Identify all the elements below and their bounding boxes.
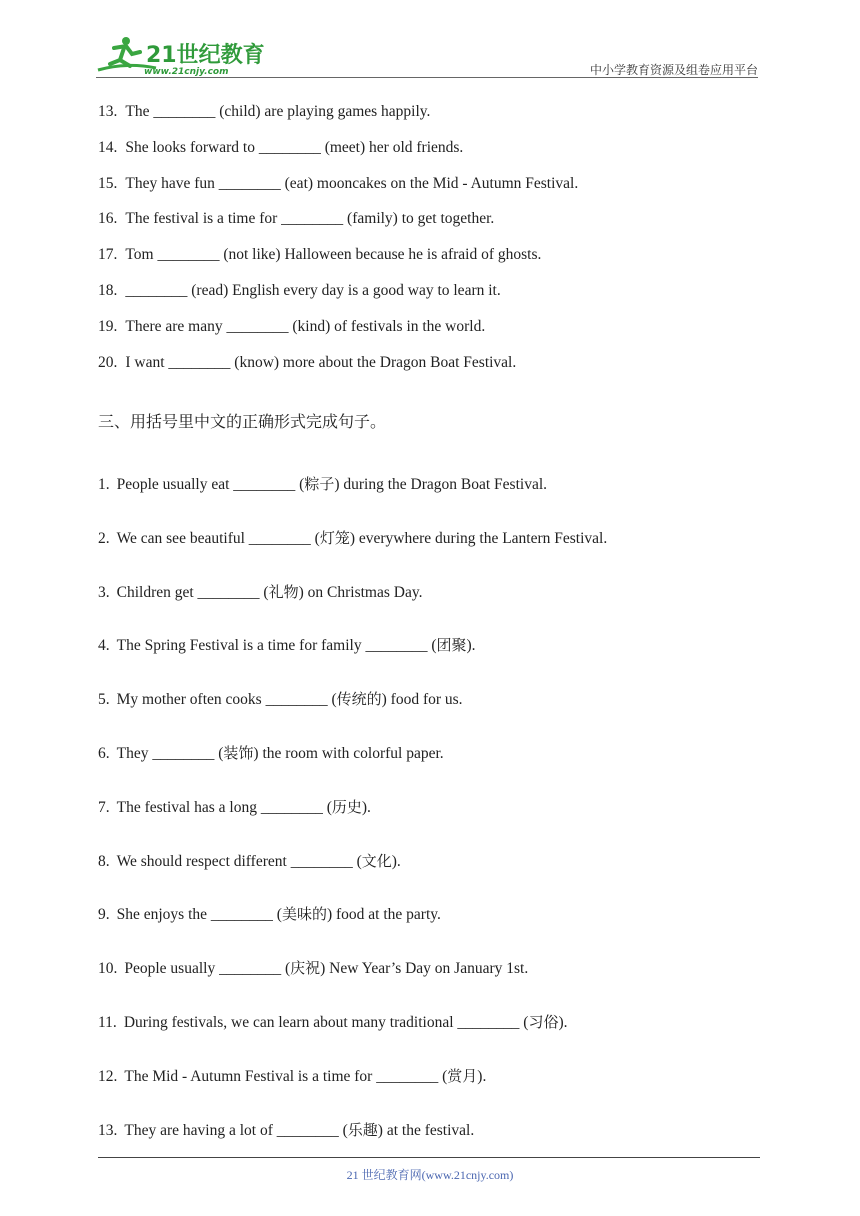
- question-number: 16.: [98, 210, 118, 228]
- question-item: [98, 316, 485, 338]
- question-text-tail: ) food for us.: [381, 691, 463, 709]
- question-text: They ________ (: [116, 745, 224, 762]
- question-item: [98, 634, 476, 657]
- question-text-tail: ) during the Dragon Boat Festival.: [334, 476, 547, 493]
- question-text-tail: ) on Christmas Day.: [298, 583, 423, 601]
- question-number: 7.: [98, 798, 110, 816]
- svg-text:21世纪教育: 21世纪教育: [146, 43, 265, 68]
- question-number: 13.: [98, 103, 118, 120]
- question-item: [98, 1119, 474, 1142]
- svg-text:www.21cnjy.com: www.21cnjy.com: [144, 67, 229, 77]
- question-number: 17.: [98, 246, 118, 264]
- chinese-hint: 粽子: [304, 475, 335, 493]
- question-item: [98, 473, 547, 496]
- question-text-tail: ) everywhere during the Lantern Festival.: [349, 529, 608, 547]
- chinese-hint: 传统的: [336, 690, 382, 709]
- question-item: [98, 1065, 486, 1088]
- question-text: ________ (read) English every day is a good way to learn it.: [125, 282, 501, 299]
- question-number: 10.: [98, 960, 118, 978]
- question-number: 11.: [98, 1014, 117, 1031]
- question-item: [98, 208, 494, 230]
- question-number: 20.: [98, 353, 118, 371]
- question-text: People usually eat ________ (: [116, 476, 305, 493]
- chinese-hint: 美味的: [281, 905, 327, 924]
- chinese-hint: 赏月: [447, 1066, 478, 1085]
- chinese-hint: 文化: [361, 851, 392, 870]
- question-text: There are many ________ (kind) of festivals in the world.: [125, 317, 486, 335]
- question-text: They are having a lot of ________ (: [124, 1121, 348, 1139]
- question-text-tail: ).: [466, 637, 476, 655]
- question-text-tail: ).: [391, 852, 401, 870]
- question-item: [98, 1011, 568, 1034]
- question-item: [98, 173, 578, 195]
- platform-label: 中小学教育资源及组卷应用平台: [589, 63, 758, 77]
- question-text: During festivals, we can learn about many traditional ________ (: [123, 1014, 529, 1031]
- chinese-hint: 团聚: [436, 636, 467, 655]
- question-number: 15.: [98, 174, 118, 192]
- question-text-tail: ) the room with colorful paper.: [253, 745, 444, 762]
- question-text: People usually ________ (: [124, 960, 291, 978]
- chinese-hint: 灯笼: [319, 528, 350, 547]
- question-number: 13.: [98, 1121, 118, 1139]
- header-divider: [96, 77, 758, 78]
- chinese-hint: 乐趣: [347, 1120, 378, 1139]
- question-number: 18.: [98, 282, 118, 299]
- question-number: 8.: [98, 852, 110, 870]
- section-title: 三、用括号里中文的正确形式完成句子。: [98, 412, 387, 431]
- page-header: [96, 34, 758, 80]
- footer-divider: [98, 1157, 760, 1158]
- question-number: 19.: [98, 317, 118, 335]
- question-item: [98, 903, 441, 926]
- question-number: 9.: [98, 906, 110, 924]
- question-item: [98, 742, 444, 765]
- question-text-tail: ) at the festival.: [377, 1121, 475, 1139]
- question-text: The festival is a time for ________ (family) to get together.: [125, 210, 495, 228]
- question-text-tail: ).: [361, 798, 371, 816]
- question-number: 4.: [98, 637, 110, 655]
- chinese-hint: 历史: [331, 797, 362, 816]
- question-text: We should respect different ________ (: [116, 852, 362, 870]
- logo-21cnjy: [96, 34, 266, 78]
- chinese-hint: 庆祝: [290, 959, 321, 978]
- question-text-tail: ) food at the party.: [326, 906, 441, 924]
- question-text: She looks forward to ________ (meet) her old friends.: [125, 138, 464, 156]
- question-text: The Spring Festival is a time for family ________ (: [116, 637, 437, 655]
- question-item: [98, 352, 516, 374]
- question-item: [98, 244, 541, 266]
- question-item: [98, 527, 607, 550]
- question-text: They have fun ________ (eat) mooncakes on the Mid - Autumn Festival.: [125, 174, 579, 192]
- question-item: [98, 796, 371, 819]
- question-item: [98, 581, 422, 604]
- chinese-hint: 装饰: [223, 744, 254, 762]
- question-item: [98, 280, 501, 302]
- question-text: I want ________ (know) more about the Dragon Boat Festival.: [125, 353, 517, 371]
- question-text: Children get ________ (: [116, 583, 269, 601]
- question-item: [98, 850, 401, 873]
- question-text: My mother often cooks ________ (: [116, 691, 337, 709]
- question-text: She enjoys the ________ (: [116, 906, 282, 924]
- question-text-tail: ) New Year’s Day on January 1st.: [320, 960, 529, 978]
- question-number: 2.: [98, 529, 110, 547]
- chinese-hint: 礼物: [268, 582, 299, 601]
- question-number: 3.: [98, 583, 110, 601]
- question-number: 12.: [98, 1067, 118, 1085]
- question-item: [98, 101, 430, 123]
- question-text: Tom ________ (not like) Halloween because he is afraid of ghosts.: [125, 246, 542, 264]
- question-number: 5.: [98, 691, 110, 709]
- chinese-hint: 习俗: [528, 1013, 559, 1031]
- question-text: The Mid - Autumn Festival is a time for ________ (: [124, 1067, 448, 1085]
- question-text-tail: ).: [477, 1067, 487, 1085]
- footer-text: 21 世纪教育网(www.21cnjy.com): [346, 1168, 514, 1182]
- question-text: We can see beautiful ________ (: [116, 529, 320, 547]
- question-number: 14.: [98, 138, 118, 156]
- question-item: [98, 957, 528, 980]
- question-text: The festival has a long ________ (: [116, 798, 332, 816]
- question-item: [98, 688, 463, 711]
- question-item: [98, 137, 463, 159]
- question-number: 1.: [98, 476, 110, 493]
- question-text: The ________ (child) are playing games happily.: [125, 103, 431, 120]
- question-text-tail: ).: [558, 1014, 568, 1031]
- question-number: 6.: [98, 745, 110, 762]
